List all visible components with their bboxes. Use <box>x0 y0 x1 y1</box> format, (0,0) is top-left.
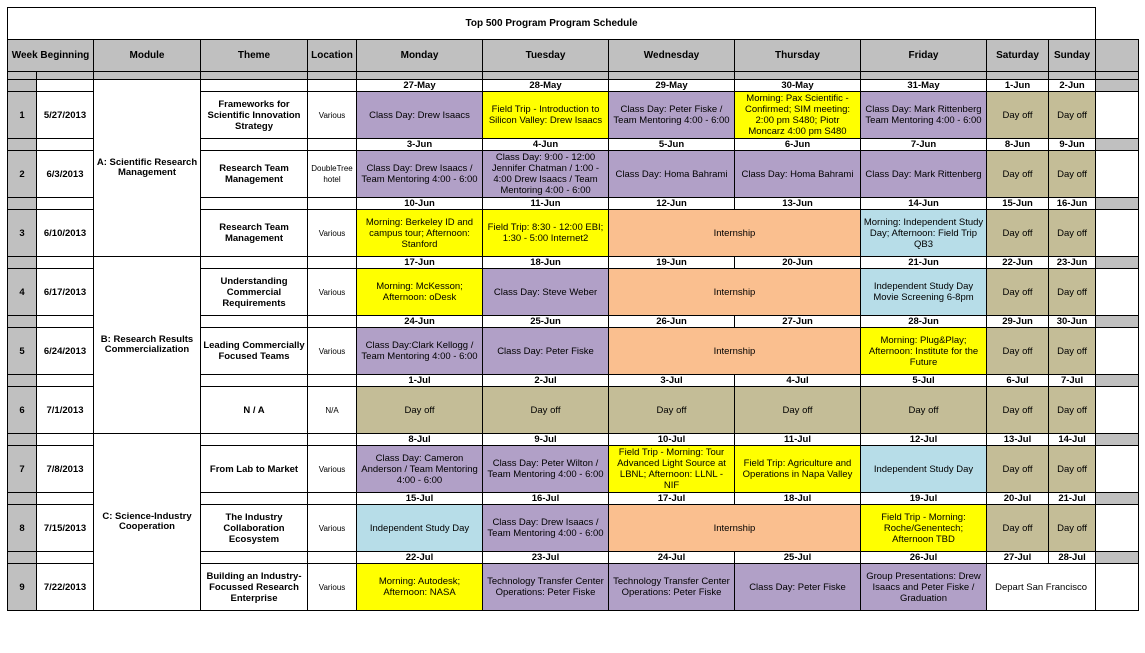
header-theme[interactable]: Theme <box>201 40 308 72</box>
week-date[interactable]: 6/17/2013 <box>37 269 94 316</box>
day-date: 23-Jun <box>1049 257 1096 269</box>
blank-cell <box>1096 8 1139 40</box>
day-date: 12-Jul <box>861 434 987 446</box>
week-date-spacer <box>37 434 94 446</box>
location-cell[interactable]: Various <box>308 564 357 611</box>
day-date: 5-Jun <box>609 139 735 151</box>
day-date: 25-Jul <box>735 552 861 564</box>
location-spacer <box>308 552 357 564</box>
location-spacer <box>308 316 357 328</box>
day-date: 22-Jun <box>987 257 1049 269</box>
monday-cell[interactable]: Class Day:Clark Kellogg / Team Mentoring 4:00 - 6:00 <box>357 328 483 375</box>
week-date[interactable]: 5/27/2013 <box>37 92 94 139</box>
saturday-cell[interactable]: Day off <box>987 446 1049 493</box>
sunday-cell[interactable]: Day off <box>1049 210 1096 257</box>
theme-spacer <box>201 552 308 564</box>
internship-cell[interactable]: Internship <box>609 210 861 257</box>
monday-cell[interactable]: Morning: Autodesk; Afternoon: NASA <box>357 564 483 611</box>
day-date: 6-Jul <box>987 375 1049 387</box>
monday-cell[interactable]: Class Day: Drew Isaacs <box>357 92 483 139</box>
theme-cell[interactable]: Understanding Commercial Requirements <box>201 269 308 316</box>
tuesday-cell[interactable]: Field Trip: 8:30 - 12:00 EBI; 1:30 - 5:00 Internet2 <box>483 210 609 257</box>
day-date: 26-Jul <box>861 552 987 564</box>
theme-spacer <box>201 257 308 269</box>
edge-cell <box>1096 446 1139 493</box>
friday-cell[interactable]: Class Day: Mark Rittenberg <box>861 151 987 198</box>
day-date: 28-Jul <box>1049 552 1096 564</box>
edge-spacer <box>1096 316 1139 328</box>
week-num-spacer <box>8 257 37 269</box>
friday-cell[interactable]: Field Trip - Morning: Roche/Genentech; Afternoon TBD <box>861 505 987 552</box>
tuesday-cell[interactable]: Class Day: Peter Fiske <box>483 328 609 375</box>
week-num-spacer <box>8 493 37 505</box>
week-date[interactable]: 7/22/2013 <box>37 564 94 611</box>
theme-cell[interactable]: Research Team Management <box>201 210 308 257</box>
week-num-spacer <box>8 375 37 387</box>
theme-cell[interactable]: N / A <box>201 387 308 434</box>
day-date: 13-Jun <box>735 198 861 210</box>
day-date: 17-Jun <box>357 257 483 269</box>
week-num-spacer <box>8 139 37 151</box>
header-monday[interactable]: Monday <box>357 40 483 72</box>
monday-cell[interactable]: Morning: McKesson; Afternoon: oDesk <box>357 269 483 316</box>
week-date-spacer <box>37 198 94 210</box>
day-date: 3-Jun <box>357 139 483 151</box>
week-date-spacer <box>37 80 94 92</box>
internship-cell[interactable]: Internship <box>609 328 861 375</box>
week-number[interactable]: 2 <box>8 151 37 198</box>
location-cell[interactable]: Various <box>308 328 357 375</box>
day-date: 3-Jul <box>609 375 735 387</box>
day-date: 27-Jul <box>987 552 1049 564</box>
header-wednesday[interactable]: Wednesday <box>609 40 735 72</box>
location-cell[interactable]: Various <box>308 505 357 552</box>
day-date: 20-Jul <box>987 493 1049 505</box>
week-date-spacer <box>37 375 94 387</box>
tuesday-cell[interactable]: Field Trip - Introduction to Silicon Valley: Drew Isaacs <box>483 92 609 139</box>
location-cell[interactable]: Various <box>308 269 357 316</box>
day-date: 14-Jun <box>861 198 987 210</box>
theme-spacer <box>201 139 308 151</box>
theme-cell[interactable]: The Industry Collaboration Ecosystem <box>201 505 308 552</box>
day-date: 27-Jun <box>735 316 861 328</box>
day-date: 30-Jun <box>1049 316 1096 328</box>
day-date: 10-Jul <box>609 434 735 446</box>
header-tuesday[interactable]: Tuesday <box>483 40 609 72</box>
friday-cell[interactable]: Day off <box>861 387 987 434</box>
saturday-cell[interactable]: Day off <box>987 92 1049 139</box>
day-date: 12-Jun <box>609 198 735 210</box>
week-date[interactable]: 6/24/2013 <box>37 328 94 375</box>
edge-cell <box>1096 151 1139 198</box>
location-spacer <box>308 80 357 92</box>
day-date: 19-Jul <box>861 493 987 505</box>
theme-spacer <box>201 375 308 387</box>
week-date-spacer <box>37 493 94 505</box>
edge-spacer <box>1096 552 1139 564</box>
day-date: 18-Jul <box>735 493 861 505</box>
header-sunday[interactable]: Sunday <box>1049 40 1096 72</box>
location-cell[interactable]: Various <box>308 446 357 493</box>
date-row <box>8 434 1139 446</box>
location-cell[interactable]: DoubleTree hotel <box>308 151 357 198</box>
week-date[interactable]: 7/8/2013 <box>37 446 94 493</box>
location-spacer <box>308 139 357 151</box>
edge-spacer <box>1096 434 1139 446</box>
tuesday-cell[interactable]: Class Day: Peter Wilton / Team Mentoring 4:00 - 6:00 <box>483 446 609 493</box>
saturday-cell[interactable]: Day off <box>987 269 1049 316</box>
day-date: 9-Jul <box>483 434 609 446</box>
day-date: 5-Jul <box>861 375 987 387</box>
day-date: 15-Jun <box>987 198 1049 210</box>
friday-cell[interactable]: Independent Study Day <box>861 446 987 493</box>
edge-cell <box>1096 387 1139 434</box>
header-blank <box>1096 40 1139 72</box>
week-number[interactable]: 1 <box>8 92 37 139</box>
week-date[interactable]: 7/15/2013 <box>37 505 94 552</box>
day-date: 1-Jun <box>987 80 1049 92</box>
day-date: 29-May <box>609 80 735 92</box>
day-date: 22-Jul <box>357 552 483 564</box>
sunday-cell[interactable]: Day off <box>1049 151 1096 198</box>
saturday-cell[interactable]: Day off <box>987 210 1049 257</box>
week-date-spacer <box>37 257 94 269</box>
theme-spacer <box>201 198 308 210</box>
week-date[interactable]: 6/10/2013 <box>37 210 94 257</box>
week-date[interactable]: 6/3/2013 <box>37 151 94 198</box>
saturday-cell[interactable]: Day off <box>987 151 1049 198</box>
location-spacer <box>308 375 357 387</box>
week-num-spacer <box>8 316 37 328</box>
thursday-cell[interactable]: Day off <box>735 387 861 434</box>
location-spacer <box>308 198 357 210</box>
sunday-cell[interactable]: Day off <box>1049 446 1096 493</box>
theme-spacer <box>201 493 308 505</box>
thursday-cell[interactable]: Class Day: Homa Bahrami <box>735 151 861 198</box>
theme-spacer <box>201 316 308 328</box>
header-module[interactable]: Module <box>94 40 201 72</box>
day-date: 29-Jun <box>987 316 1049 328</box>
theme-cell[interactable]: From Lab to Market <box>201 446 308 493</box>
sunday-cell[interactable]: Day off <box>1049 92 1096 139</box>
wednesday-cell[interactable]: Class Day: Homa Bahrami <box>609 151 735 198</box>
week-number[interactable]: 8 <box>8 505 37 552</box>
monday-cell[interactable]: Class Day: Cameron Anderson / Team Mentoring 4:00 - 6:00 <box>357 446 483 493</box>
sunday-cell[interactable]: Day off <box>1049 505 1096 552</box>
edge-cell <box>1096 92 1139 139</box>
wednesday-cell[interactable]: Class Day: Peter Fiske / Team Mentoring 4:00 - 6:00 <box>609 92 735 139</box>
week-date-spacer <box>37 316 94 328</box>
week-date[interactable]: 7/1/2013 <box>37 387 94 434</box>
week-number[interactable]: 9 <box>8 564 37 611</box>
edge-spacer <box>1096 198 1139 210</box>
day-date: 31-May <box>861 80 987 92</box>
module-cell[interactable]: C: Science-Industry Cooperation <box>94 434 201 611</box>
day-date: 16-Jul <box>483 493 609 505</box>
day-date: 2-Jun <box>1049 80 1096 92</box>
theme-cell[interactable]: Research Team Management <box>201 151 308 198</box>
day-date: 4-Jun <box>483 139 609 151</box>
day-date: 6-Jun <box>735 139 861 151</box>
day-date: 24-Jul <box>609 552 735 564</box>
theme-cell[interactable]: Leading Commercially Focused Teams <box>201 328 308 375</box>
day-date: 2-Jul <box>483 375 609 387</box>
edge-spacer <box>1096 257 1139 269</box>
day-date: 20-Jun <box>735 257 861 269</box>
friday-cell[interactable]: Morning: Plug&Play; Afternoon: Institute for the Future <box>861 328 987 375</box>
day-date: 4-Jul <box>735 375 861 387</box>
week-number[interactable]: 7 <box>8 446 37 493</box>
header-week-beginning[interactable]: Week Beginning <box>8 40 94 72</box>
day-date: 19-Jun <box>609 257 735 269</box>
sunday-cell[interactable]: Day off <box>1049 328 1096 375</box>
thursday-cell[interactable]: Class Day: Peter Fiske <box>735 564 861 611</box>
day-date: 7-Jun <box>861 139 987 151</box>
module-cell[interactable]: A: Scientific Research Management <box>94 80 201 257</box>
day-date: 27-May <box>357 80 483 92</box>
theme-spacer <box>201 434 308 446</box>
day-date: 13-Jul <box>987 434 1049 446</box>
day-date: 9-Jun <box>1049 139 1096 151</box>
edge-cell <box>1096 328 1139 375</box>
week-num-spacer <box>8 434 37 446</box>
theme-spacer <box>201 80 308 92</box>
location-spacer <box>308 434 357 446</box>
header-thursday[interactable]: Thursday <box>735 40 861 72</box>
wednesday-cell[interactable]: Technology Transfer Center Operations: Peter Fiske <box>609 564 735 611</box>
theme-cell[interactable]: Building an Industry-Focussed Research Enterprise <box>201 564 308 611</box>
edge-spacer <box>1096 139 1139 151</box>
edge-spacer <box>1096 80 1139 92</box>
internship-cell[interactable]: Internship <box>609 269 861 316</box>
thursday-cell[interactable]: Field Trip: Agriculture and Operations in Napa Valley <box>735 446 861 493</box>
day-date: 11-Jun <box>483 198 609 210</box>
monday-cell[interactable]: Independent Study Day <box>357 505 483 552</box>
module-cell[interactable]: B: Research Results Commercialization <box>94 257 201 434</box>
saturday-cell[interactable]: Day off <box>987 387 1049 434</box>
tuesday-cell[interactable]: Class Day: Steve Weber <box>483 269 609 316</box>
week-date-spacer <box>37 552 94 564</box>
thursday-cell[interactable]: Morning: Pax Scientific - Confirmed; SIM meeting: 2:00 pm S480; Piotr Moncarz 4:00 pm S480 <box>735 92 861 139</box>
date-row <box>8 80 1139 92</box>
header-location[interactable]: Location <box>308 40 357 72</box>
week-number[interactable]: 4 <box>8 269 37 316</box>
location-spacer <box>308 493 357 505</box>
edge-cell <box>1096 505 1139 552</box>
day-date: 8-Jul <box>357 434 483 446</box>
tuesday-cell[interactable]: Class Day: Drew Isaacs / Team Mentoring 4:00 - 6:00 <box>483 505 609 552</box>
edge-spacer <box>1096 375 1139 387</box>
tuesday-cell[interactable]: Class Day: 9:00 - 12:00 Jennifer Chatman / 1:00 - 4:00 Drew Isaacs / Team Mentoring 4:00 - 6:00 <box>483 151 609 198</box>
day-date: 25-Jun <box>483 316 609 328</box>
day-date: 21-Jul <box>1049 493 1096 505</box>
day-date: 18-Jun <box>483 257 609 269</box>
edge-spacer <box>1096 493 1139 505</box>
day-date: 28-Jun <box>861 316 987 328</box>
day-date: 7-Jul <box>1049 375 1096 387</box>
location-cell[interactable]: Various <box>308 92 357 139</box>
saturday-cell[interactable]: Day off <box>987 505 1049 552</box>
day-date: 16-Jun <box>1049 198 1096 210</box>
sunday-cell[interactable]: Day off <box>1049 387 1096 434</box>
friday-cell[interactable]: Morning: Independent Study Day; Afternoon: Field Trip QB3 <box>861 210 987 257</box>
header-friday[interactable]: Friday <box>861 40 987 72</box>
day-date: 11-Jul <box>735 434 861 446</box>
edge-cell <box>1096 210 1139 257</box>
week-num-spacer <box>8 198 37 210</box>
day-date: 26-Jun <box>609 316 735 328</box>
day-date: 14-Jul <box>1049 434 1096 446</box>
location-cell[interactable]: Various <box>308 210 357 257</box>
wednesday-cell[interactable]: Day off <box>609 387 735 434</box>
day-date: 28-May <box>483 80 609 92</box>
friday-cell[interactable]: Independent Study Day Movie Screening 6-8pm <box>861 269 987 316</box>
location-spacer <box>308 257 357 269</box>
monday-cell[interactable]: Morning: Berkeley ID and campus tour; Afternoon: Stanford <box>357 210 483 257</box>
day-date: 21-Jun <box>861 257 987 269</box>
edge-cell <box>1096 564 1139 611</box>
wednesday-cell[interactable]: Field Trip - Morning: Tour Advanced Light Source at LBNL; Afternoon: LLNL - NIF <box>609 446 735 493</box>
week-num-spacer <box>8 552 37 564</box>
week-number[interactable]: 3 <box>8 210 37 257</box>
tuesday-cell[interactable]: Day off <box>483 387 609 434</box>
saturday-cell[interactable]: Day off <box>987 328 1049 375</box>
week-num-spacer <box>8 80 37 92</box>
day-date: 8-Jun <box>987 139 1049 151</box>
location-cell[interactable]: N/A <box>308 387 357 434</box>
date-row <box>8 257 1139 269</box>
week-date-spacer <box>37 139 94 151</box>
weeks-body <box>8 80 1139 611</box>
schedule-table <box>7 7 1139 611</box>
monday-cell[interactable]: Class Day: Drew Isaacs / Team Mentoring 4:00 - 6:00 <box>357 151 483 198</box>
internship-cell[interactable]: Internship <box>609 505 861 552</box>
weekend-cell[interactable]: Depart San Francisco <box>987 564 1096 611</box>
monday-cell[interactable]: Day off <box>357 387 483 434</box>
week-number[interactable]: 6 <box>8 387 37 434</box>
day-date: 10-Jun <box>357 198 483 210</box>
week-number[interactable]: 5 <box>8 328 37 375</box>
tuesday-cell[interactable]: Technology Transfer Center Operations: Peter Fiske <box>483 564 609 611</box>
sunday-cell[interactable]: Day off <box>1049 269 1096 316</box>
friday-cell[interactable]: Group Presentations: Drew Isaacs and Peter Fiske / Graduation <box>861 564 987 611</box>
friday-cell[interactable]: Class Day: Mark Rittenberg Team Mentoring 4:00 - 6:00 <box>861 92 987 139</box>
day-date: 30-May <box>735 80 861 92</box>
day-date: 17-Jul <box>609 493 735 505</box>
theme-cell[interactable]: Frameworks for Scientific Innovation Strategy <box>201 92 308 139</box>
day-date: 23-Jul <box>483 552 609 564</box>
header-saturday[interactable]: Saturday <box>987 40 1049 72</box>
edge-cell <box>1096 269 1139 316</box>
day-date: 15-Jul <box>357 493 483 505</box>
day-date: 1-Jul <box>357 375 483 387</box>
day-date: 24-Jun <box>357 316 483 328</box>
schedule-title: Top 500 Program Program Schedule <box>8 8 1096 40</box>
